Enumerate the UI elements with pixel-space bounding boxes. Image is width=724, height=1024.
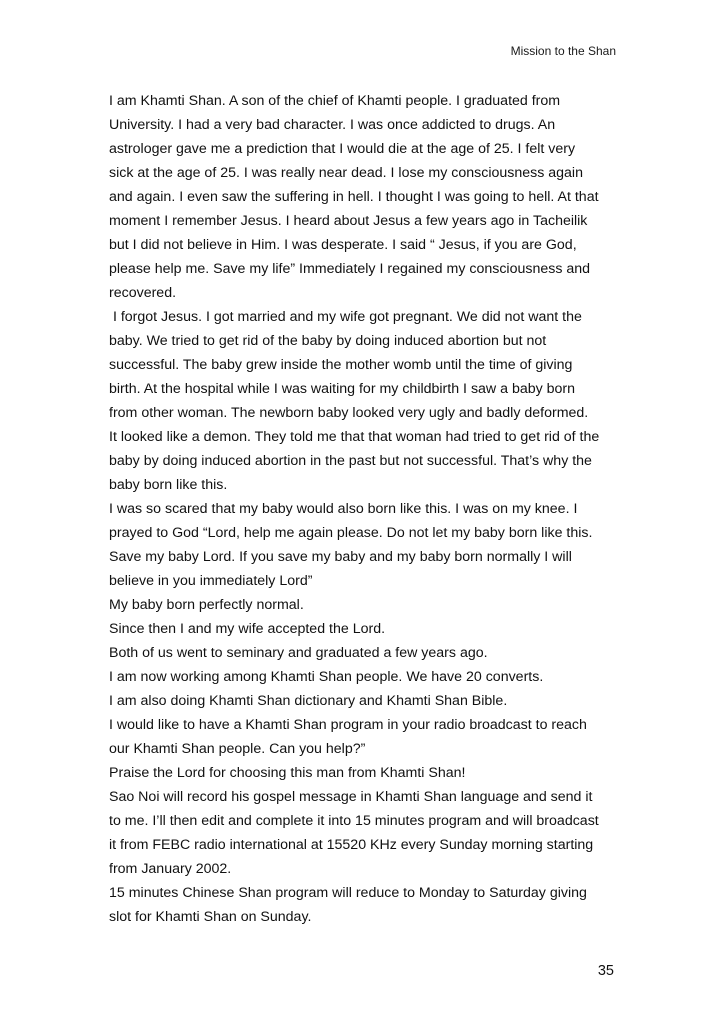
text-line: birth. At the hospital while I was waiting for my childbirth I saw a baby born xyxy=(109,381,576,397)
text-line: please help me. Save my life” Immediately I regained my consciousness and xyxy=(109,261,591,277)
text-line: baby. We tried to get rid of the baby by doing induced abortion but not xyxy=(109,333,547,349)
text-line: prayed to God “Lord, help me again please. Do not let my baby born like this. xyxy=(109,525,593,541)
text-line: Save my baby Lord. If you save my baby and my baby born normally I will xyxy=(109,549,572,565)
text-line: it from FEBC radio international at 15520 KHz every Sunday morning starting xyxy=(109,837,594,853)
text-line: 15 minutes Chinese Shan program will reduce to Monday to Saturday giving xyxy=(109,885,587,901)
text-line: baby by doing induced abortion in the past but not successful. That’s why the xyxy=(109,453,592,469)
text-line: baby born like this. xyxy=(109,477,228,493)
text-line: successful. The baby grew inside the mother womb until the time of giving xyxy=(109,357,573,373)
text-line: I was so scared that my baby would also born like this. I was on my knee. I xyxy=(109,501,578,517)
text-line: and again. I even saw the suffering in hell. I thought I was going to hell. At that xyxy=(109,189,599,205)
text-line: Since then I and my wife accepted the Lord. xyxy=(109,621,386,637)
text-line: My baby born perfectly normal. xyxy=(109,597,304,613)
text-line: to me. I’ll then edit and complete it into 15 minutes program and will broadcast xyxy=(109,813,599,829)
text-line: from January 2002. xyxy=(109,861,232,877)
text-line: It looked like a demon. They told me that that woman had tried to get rid of the xyxy=(109,429,600,445)
text-line: recovered. xyxy=(109,285,177,301)
text-line: I would like to have a Khamti Shan program in your radio broadcast to reach xyxy=(109,717,587,733)
text-line: I forgot Jesus. I got married and my wife got pregnant. We did not want the xyxy=(109,309,582,325)
text-line: Praise the Lord for choosing this man from Khamti Shan! xyxy=(109,765,466,781)
text-line: Both of us went to seminary and graduated a few years ago. xyxy=(109,645,488,661)
text-line: I am Khamti Shan. A son of the chief of Khamti people. I graduated from xyxy=(109,93,561,109)
text-line: from other woman. The newborn baby looked very ugly and badly deformed. xyxy=(109,405,589,421)
text-line: moment I remember Jesus. I heard about Jesus a few years ago in Tacheilik xyxy=(109,213,588,229)
text-line: University. I had a very bad character. I was once addicted to drugs. An xyxy=(109,117,556,133)
text-line: sick at the age of 25. I was really near dead. I lose my consciousness again xyxy=(109,165,583,181)
text-line: Sao Noi will record his gospel message in Khamti Shan language and send it xyxy=(109,789,593,805)
running-header: Mission to the Shan xyxy=(510,44,616,58)
text-line: I am now working among Khamti Shan people. We have 20 converts. xyxy=(109,669,544,685)
text-line: our Khamti Shan people. Can you help?” xyxy=(109,741,366,757)
page-number: 35 xyxy=(597,963,614,979)
body-text xyxy=(109,89,629,929)
text-line: but I did not believe in Him. I was desperate. I said “ Jesus, if you are God, xyxy=(109,237,577,253)
text-line: believe in you immediately Lord” xyxy=(109,573,313,589)
text-line: slot for Khamti Shan on Sunday. xyxy=(109,909,312,925)
text-line: I am also doing Khamti Shan dictionary and Khamti Shan Bible. xyxy=(109,693,508,709)
text-line: astrologer gave me a prediction that I would die at the age of 25. I felt very xyxy=(109,141,576,157)
